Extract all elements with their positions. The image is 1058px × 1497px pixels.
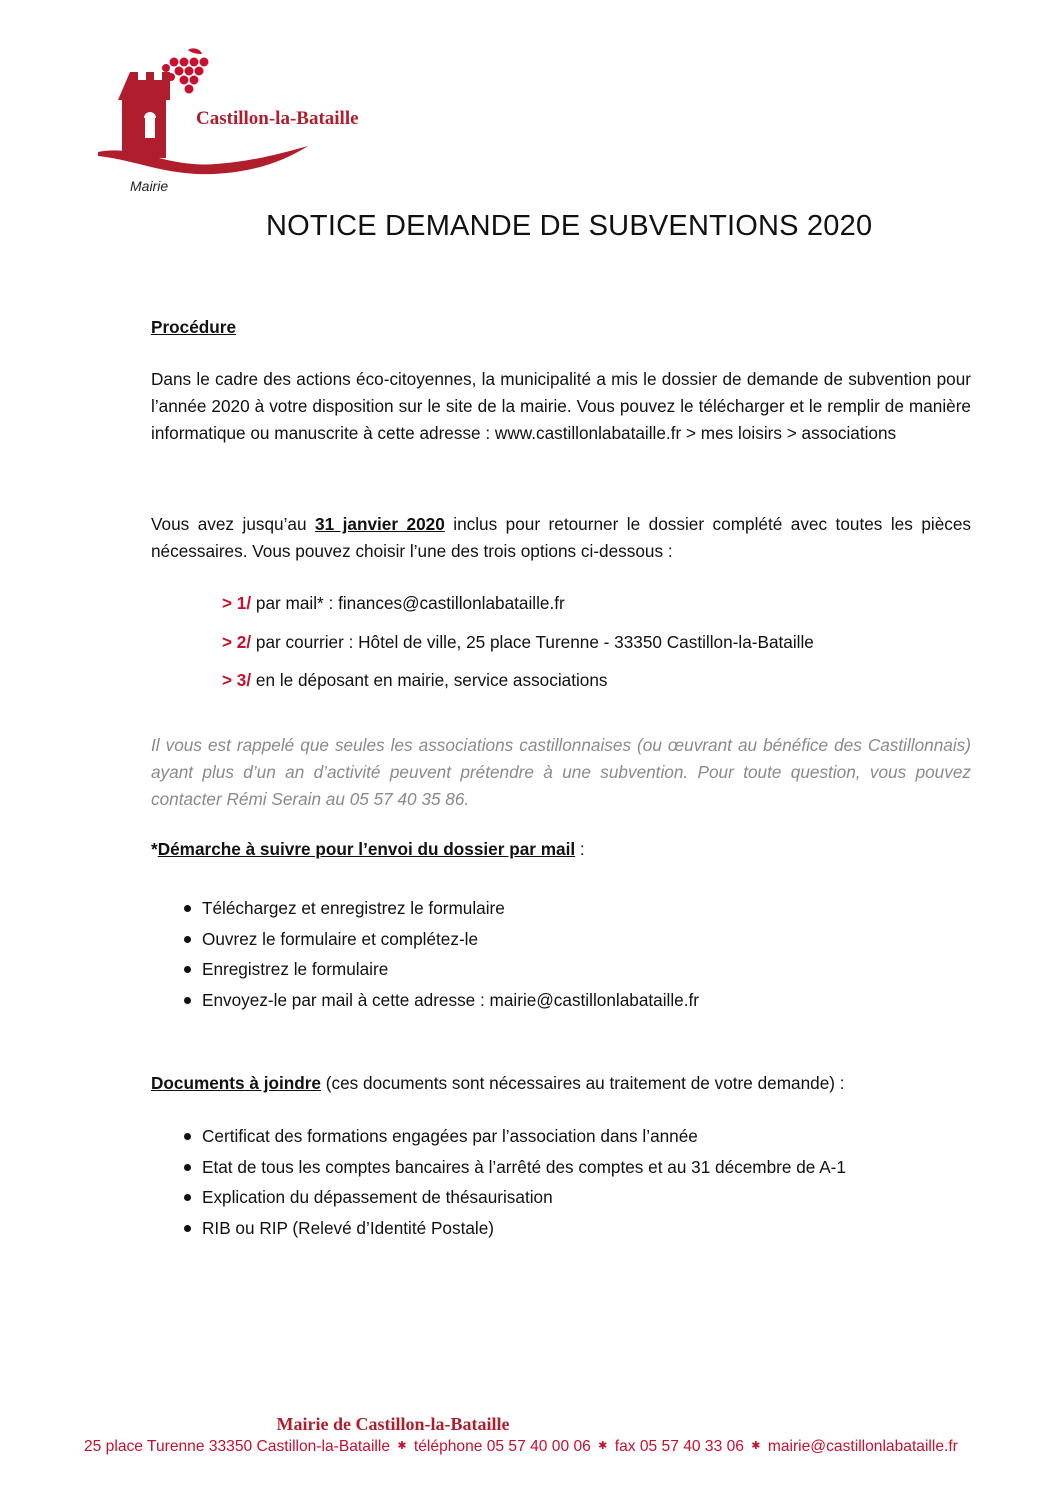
option-post: > 2/ par courrier : Hôtel de ville, 25 place Turenne - 33350 Castillon-la-Bataille [222,631,814,652]
footer-address: 25 place Turenne 33350 Castillon-la-Bataille [84,1438,391,1455]
separator-icon: ✱ [397,1440,407,1452]
option-mail: > 1/ par mail* : finances@castillonlabataille.fr [222,593,565,613]
procedure-paragraph: Dans le cadre des actions éco-citoyennes, la municipalité a mis le dossier de demande de subvention pour l’année 2020 à votre disposition sur le site de la mairie. Vous pouvez le télécharger et le remplir de manière informatique ou manuscrite à cette adresse : www.castillonlabataille.fr > mes loisirs > associations [151,369,971,443]
bullet-icon [184,905,191,912]
bullet-icon [184,1194,191,1201]
list-item: Enregistrez le formulaire [184,954,984,985]
mail-steps-heading: *Démarche à suivre pour l’envoi du dossier par mail : [151,839,585,859]
footer-title: Mairie de Castillon-la-Bataille [276,1414,510,1434]
footer-fax: fax 05 57 40 33 06 [614,1438,744,1455]
document-title: NOTICE DEMANDE DE SUBVENTIONS 2020 [266,210,873,242]
logo-subtitle: Mairie [130,178,169,194]
procedure-heading: Procédure [151,317,237,337]
mail-steps-list [184,893,984,1016]
bullet-icon [184,1164,191,1171]
list-item: Certificat des formations engagées par l’association dans l’année [184,1121,984,1152]
bullet-icon [184,997,191,1004]
bullet-icon [184,936,191,943]
deadline-paragraph: Vous avez jusqu’au 31 janvier 2020 inclus pour retourner le dossier complété avec toutes les pièces nécessaires. Vous pouvez choisir l’une des trois options ci-dessous : [151,514,971,561]
list-item: Ouvrez le formulaire et complétez-le [184,924,984,955]
eligibility-note: Il vous est rappelé que seules les associations castillonnaises (ou œuvrant au bénéfice des Castillonnais) ayant plus d’un an d’activité peuvent prétendre à une subvention. Pour toute question, vous pouvez contacter Rémi Serain au 05 57 40 35 86. [151,735,971,809]
separator-icon: ✱ [598,1440,608,1452]
list-item: Explication du dépassement de thésaurisation [184,1182,984,1213]
list-item: Etat de tous les comptes bancaires à l’arrêté des comptes et au 31 décembre de A-1 [184,1152,984,1183]
list-item: Envoyez-le par mail à cette adresse : mairie@castillonlabataille.fr [184,985,984,1016]
options-list [222,590,982,706]
list-item: Téléchargez et enregistrez le formulaire [184,893,984,924]
deadline-date: 31 janvier 2020 [315,514,445,534]
documents-heading: Documents à joindre (ces documents sont nécessaires au traitement de votre demande) : [151,1073,845,1093]
footer-email: mairie@castillonlabataille.fr [767,1438,958,1455]
bullet-icon [184,966,191,973]
footer-contact [84,1438,984,1456]
documents-list [184,1121,984,1244]
logo-wordmark: Castillon-la-Bataille [196,108,359,129]
separator-icon: ✱ [751,1440,761,1452]
list-item: RIB ou RIP (Relevé d’Identité Postale) [184,1213,984,1244]
footer-phone: téléphone 05 57 40 00 06 [413,1438,591,1455]
bullet-icon [184,1133,191,1140]
castillon-logo [96,48,416,198]
bullet-icon [184,1225,191,1232]
option-deposit: > 3/ en le déposant en mairie, service associations [222,670,608,690]
